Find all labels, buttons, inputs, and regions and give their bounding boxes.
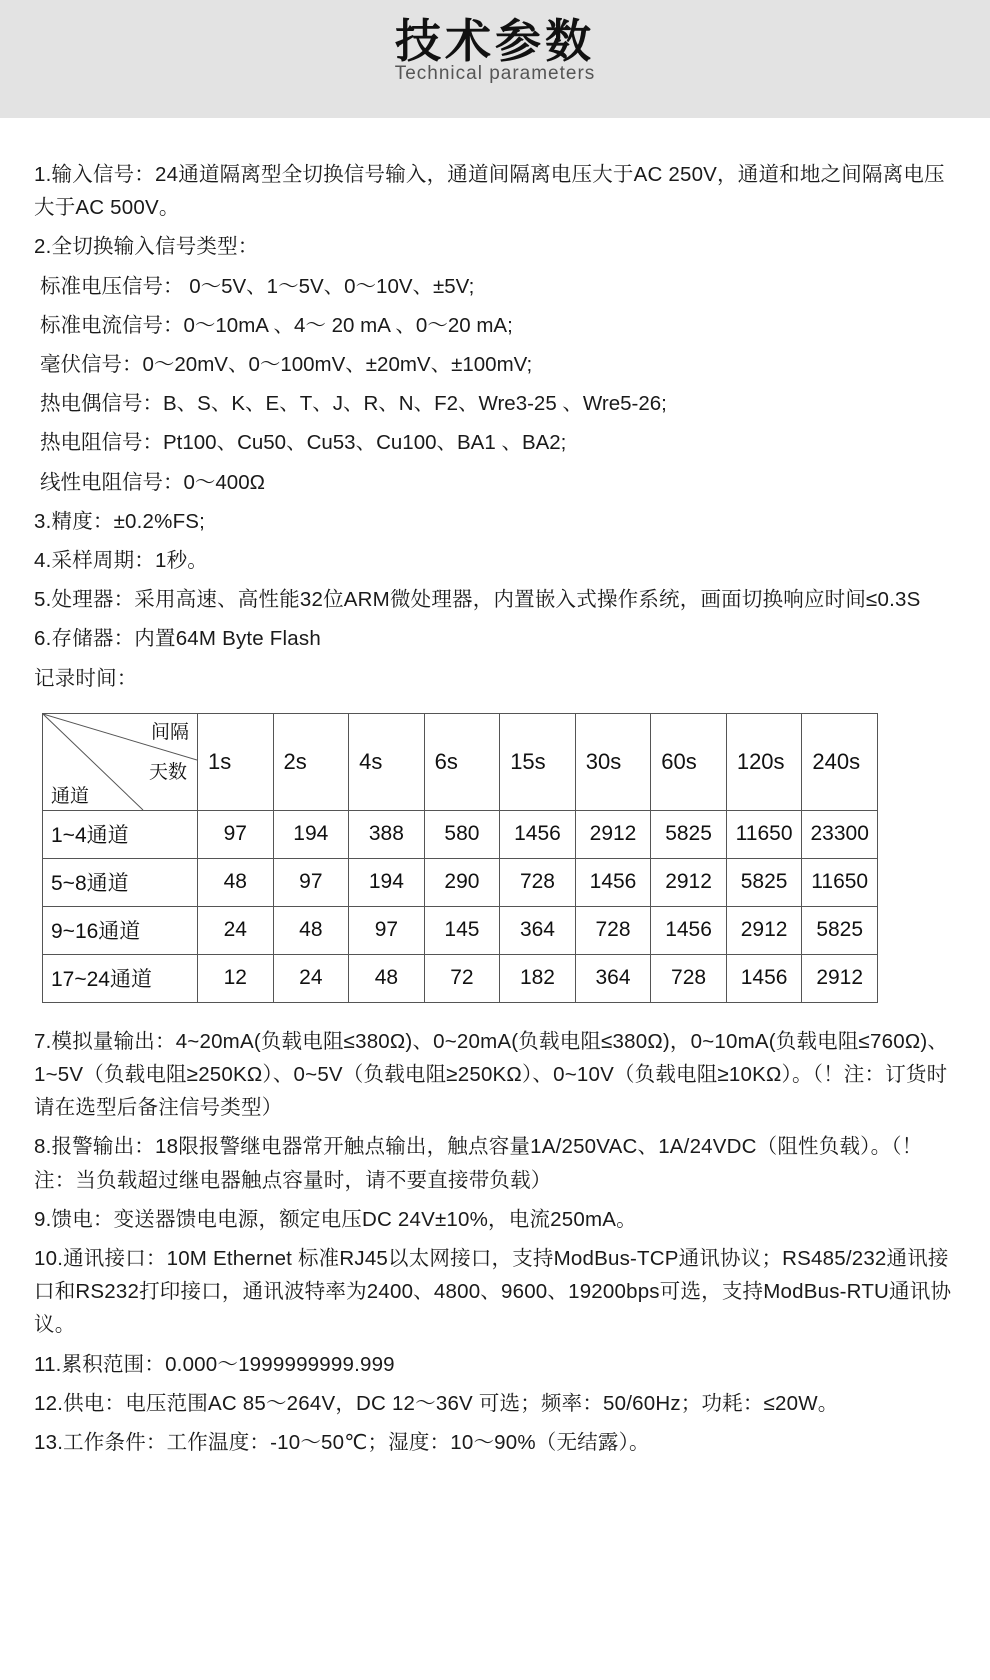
record-time-table (42, 713, 878, 1003)
table-column-header: 4s (349, 713, 425, 810)
table-cell: 194 (273, 810, 349, 858)
table-cell: 1456 (575, 858, 651, 906)
spec-item: 5.处理器：采用高速、高性能32位ARM微处理器，内置嵌入式操作系统，画面切换响应时间≤0.3S (34, 588, 921, 612)
table-row-label: 9~16通道 (43, 906, 198, 954)
signal-type-line: 标准电压信号： 0～5V、1～5V、0～10V、±5V; (40, 274, 475, 298)
table-row-label: 17~24通道 (43, 954, 198, 1002)
spec-item: 10.通讯接口：10M Ethernet 标准RJ45以太网接口，支持ModBus-TCP通讯协议；RS485/232通讯接口和RS232打印接口，通讯波特率为2400、4800、9600、19200bps可选，支持ModBus-RTU通讯协议。 (34, 1247, 952, 1337)
table-column-header: 2s (273, 713, 349, 810)
table-cell: 5825 (802, 906, 878, 954)
page-header (0, 0, 990, 118)
table-row-label: 5~8通道 (43, 858, 198, 906)
table-column-header: 6s (424, 713, 500, 810)
table-column-header: 60s (651, 713, 727, 810)
table-row (43, 906, 878, 954)
table-cell: 2912 (651, 858, 727, 906)
table-cell: 728 (500, 858, 576, 906)
table-column-header: 1s (198, 713, 274, 810)
page-subtitle: Technical parameters (394, 63, 596, 85)
table-cell: 97 (349, 906, 425, 954)
spec-item: 8.报警输出：18限报警继电器常开触点输出，触点容量1A/250VAC、1A/24VDC（阻性负载）。（！注：当负载超过继电器触点容量时，请不要直接带负载） (34, 1135, 923, 1192)
table-cell: 145 (424, 906, 500, 954)
table-cell: 12 (198, 954, 274, 1002)
table-cell: 24 (273, 954, 349, 1002)
table-cell: 2912 (802, 954, 878, 1002)
table-cell: 11650 (802, 858, 878, 906)
spec-item: 9.馈电：变送器馈电电源，额定电压DC 24V±10%，电流250mA。 (34, 1207, 637, 1231)
table-cell: 1456 (726, 954, 802, 1002)
table-cell: 290 (424, 858, 500, 906)
table-cell: 5825 (651, 810, 727, 858)
table-cell: 2912 (575, 810, 651, 858)
spec-item: 3.精度：±0.2%FS; (34, 509, 206, 533)
corner-channel-label: 通道 (51, 785, 90, 807)
table-cell: 24 (198, 906, 274, 954)
table-row-label: 1~4通道 (43, 810, 198, 858)
page-title: 技术参数 (395, 15, 595, 67)
record-time-label: 记录时间： (34, 666, 138, 690)
signal-type-line: 标准电流信号：0～10mA 、4～ 20 mA 、0～20 mA; (40, 313, 513, 337)
corner-days-label: 天数 (148, 761, 187, 783)
table-cell: 388 (349, 810, 425, 858)
table-cell: 364 (575, 954, 651, 1002)
table-column-header: 240s (802, 713, 878, 810)
table-column-header: 30s (575, 713, 651, 810)
table-row (43, 954, 878, 1002)
signal-type-line: 线性电阻信号：0～400Ω (40, 470, 265, 494)
spec-item: 7.模拟量输出：4~20mA(负载电阻≤380Ω)、0~20mA(负载电阻≤380Ω)，0~10mA(负载电阻≤760Ω)、1~5V（负载电阻≥250KΩ）、0~5V（负载电阻≥250KΩ）、0~10V（负载电阻≥10KΩ）。（！注：订货时请在选型后备注信号类型） (34, 1029, 949, 1120)
table-cell: 1456 (651, 906, 727, 954)
table-cell: 97 (273, 858, 349, 906)
table-cell: 23300 (802, 810, 878, 858)
table-cell: 48 (198, 858, 274, 906)
signal-type-line: 热电阻信号：Pt100、Cu50、Cu53、Cu100、BA1 、BA2; (40, 431, 567, 455)
table-cell: 194 (349, 858, 425, 906)
table-cell: 1456 (500, 810, 576, 858)
table-column-header: 120s (726, 713, 802, 810)
record-time-table-wrapper (42, 713, 956, 1003)
table-cell: 48 (349, 954, 425, 1002)
table-cell: 728 (651, 954, 727, 1002)
table-cell: 72 (424, 954, 500, 1002)
table-row (43, 858, 878, 906)
signal-type-line: 毫伏信号：0～20mV、0～100mV、±20mV、±100mV; (40, 353, 533, 377)
spec-item: 11.累积范围：0.000～1999999999.999 (34, 1352, 395, 1376)
table-row (43, 810, 878, 858)
spec-item: 4.采样周期：1秒。 (34, 549, 208, 573)
table-cell: 2912 (726, 906, 802, 954)
table-cell: 48 (273, 906, 349, 954)
table-cell: 11650 (726, 810, 802, 858)
table-corner-cell (43, 713, 198, 810)
table-column-header: 15s (500, 713, 576, 810)
spec-item: 6.存储器：内置64M Byte Flash (34, 627, 321, 651)
table-cell: 97 (198, 810, 274, 858)
spec-item: 2.全切换输入信号类型： (34, 235, 259, 259)
spec-item: 1.输入信号：24通道隔离型全切换信号输入，通道间隔离电压大于AC 250V，通道和地之间隔离电压大于AC 500V。 (34, 163, 945, 220)
signal-type-line: 热电偶信号：B、S、K、E、T、J、R、N、F2、Wre3-25 、Wre5-26; (40, 392, 667, 416)
table-cell: 364 (500, 906, 576, 954)
table-header-row (43, 713, 878, 810)
table-cell: 580 (424, 810, 500, 858)
page-content (0, 118, 990, 1495)
table-cell: 5825 (726, 858, 802, 906)
spec-item: 12.供电：电压范围AC 85～264V，DC 12～36V 可选；频率：50/60Hz；功耗：≤20W。 (34, 1391, 839, 1415)
table-cell: 728 (575, 906, 651, 954)
footer-spacer (34, 1465, 956, 1475)
corner-interval-label: 间隔 (150, 721, 189, 743)
spec-item: 13.工作条件：工作温度：-10～50℃；湿度：10～90%（无结露）。 (34, 1431, 650, 1455)
table-cell: 182 (500, 954, 576, 1002)
